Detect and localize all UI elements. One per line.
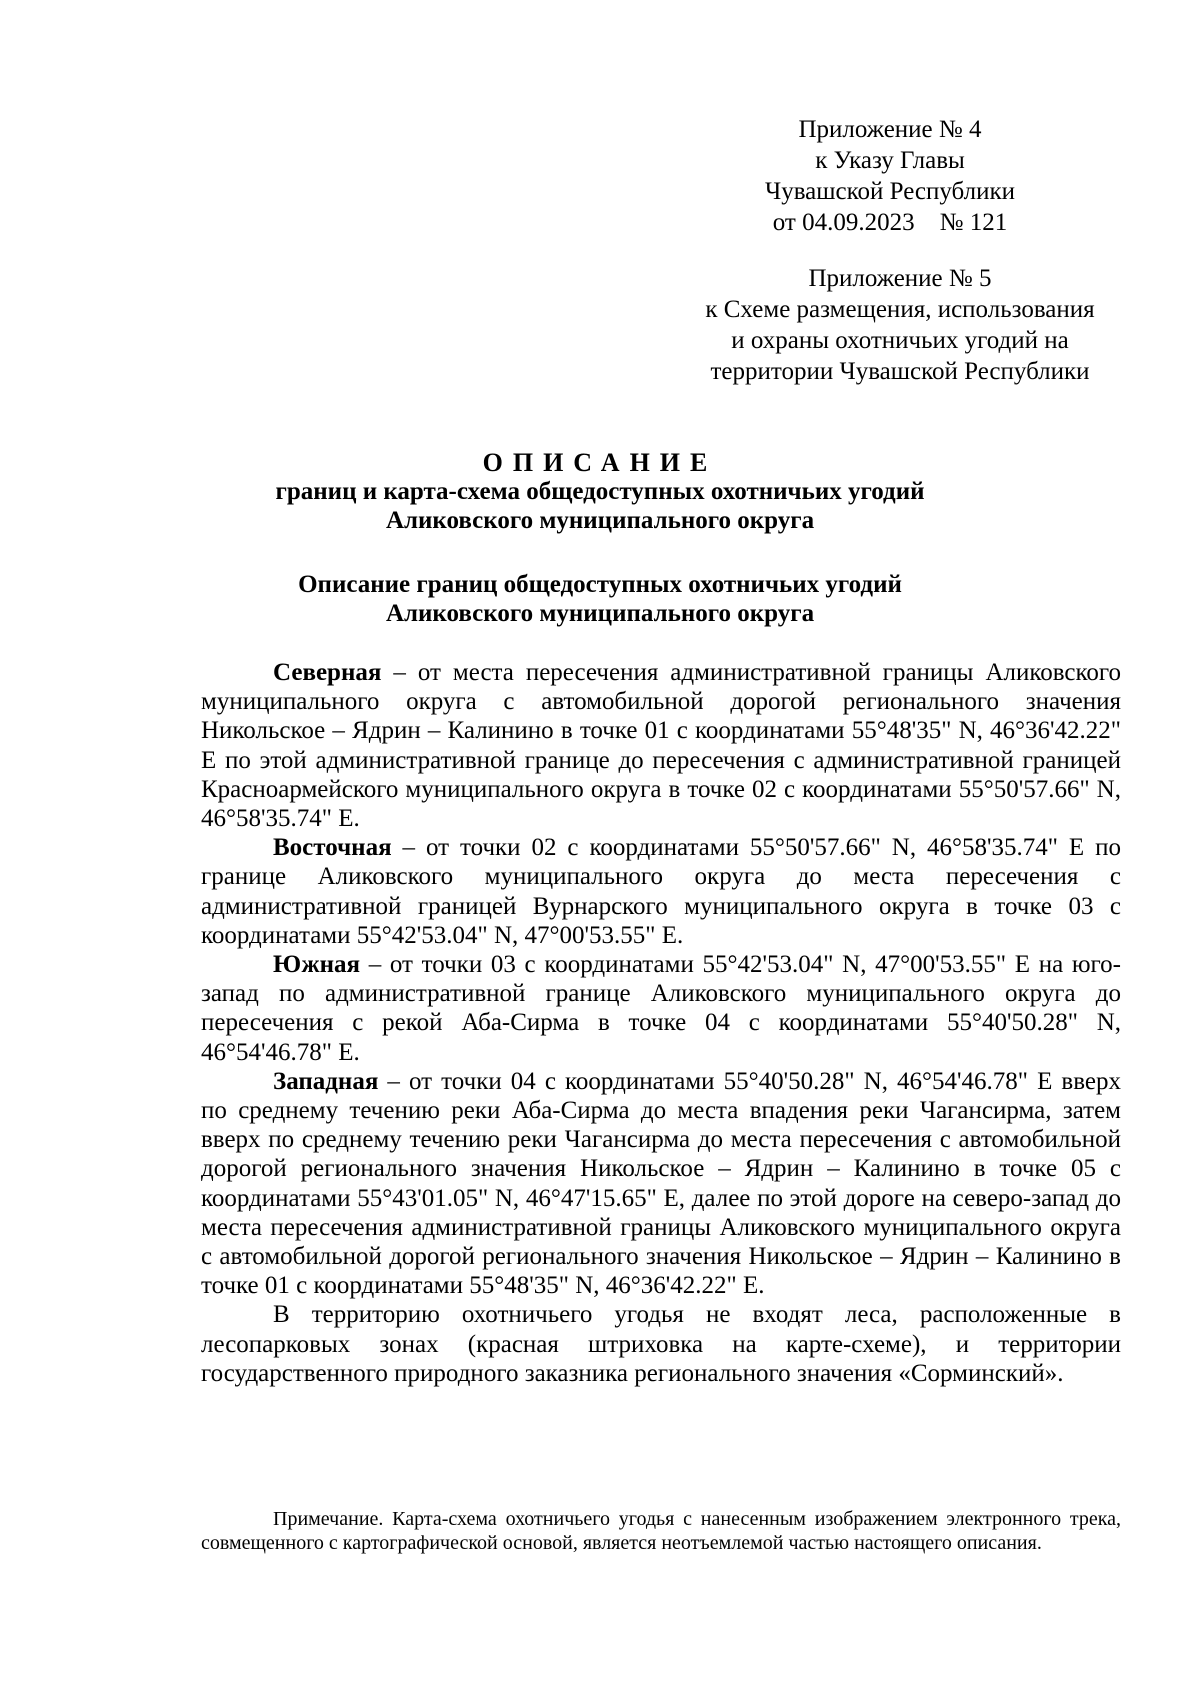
south-boundary-paragraph xyxy=(201,950,1121,1067)
document-subtitle-line-1: границ и карта-схема общедоступных охотничьих угодий xyxy=(275,478,925,505)
appendix-4-header xyxy=(740,114,1040,238)
appendix-5-header xyxy=(680,263,1120,387)
exclusion-paragraph: В территорию охотничьего угодья не входят леса, расположенные в лесопарковых зонах (красная штриховка на карте-схеме), и территории государственного природного заказника регионального значения «Сорминский». xyxy=(201,1301,1121,1387)
north-boundary-label: Северная xyxy=(273,659,382,686)
appendix-4-line-3: Чувашской Республики xyxy=(764,178,1016,205)
appendix-5-line-2: к Схеме размещения, использования xyxy=(705,296,1095,323)
section-heading xyxy=(150,570,1050,628)
section-heading-line-1: Описание границ общедоступных охотничьих угодий xyxy=(298,571,902,598)
west-boundary-text: – от точки 04 с координатами 55°40'50.28" N, 46°54'46.78" E вверх по среднему течению реки Аба-Сирма до места впадения реки Чагансирма, затем вверх по среднему течению реки Чагансирма до места пересечения с автомобильной дорогой регионального значения Никольское – Ядрин – Калинино в точке 05 с координатами 55°43'01.05" N, 46°47'15.65" E, далее по этой дороге на северо-запад до места пересечения административной границы Аликовского муниципального округа с автомобильной дорогой регионального значения Никольское – Ядрин – Калинино в точке 01 с координатами 55°48'35" N, 46°36'42.22" E. xyxy=(201,1067,1121,1300)
appendix-4-line-1: Приложение № 4 xyxy=(798,116,982,143)
north-boundary-text: – от места пересечения административной границы Аликовского муниципального округа с автомобильной дорогой регионального значения Никольское – Ядрин – Калинино в точке 01 с координатами 55°48'35" N, 46°36'42.22" E по этой административной границе до пересечения с административной границей Красноармейского муниципального округа в точке 02 с координатами 55°50'57.66" N, 46°58'35.74" E. xyxy=(201,659,1121,833)
appendix-5-line-3: и охраны охотничьих угодий на xyxy=(731,327,1069,354)
east-boundary-text: – от точки 02 с координатами 55°50'57.66" N, 46°58'35.74" E по границе Аликовского муниципального округа до места пересечения с административной границей Вурнарского муниципального округа в точке 03 с координатами 55°42'53.04" N, 47°00'53.55" E. xyxy=(201,834,1121,949)
boundary-description xyxy=(201,658,1121,1388)
section-heading-line-2: Аликовского муниципального округа xyxy=(385,600,815,627)
footnote: Примечание. Карта-схема охотничьего угодья с нанесенным изображением электронного трека, совмещенного с картографической основой, является неотъемлемой частью настоящего описания. xyxy=(201,1508,1121,1554)
south-boundary-text: – от точки 03 с координатами 55°42'53.04" N, 47°00'53.55" E на юго-запад по административной границе Аликовского муниципального округа до пересечения с рекой Аба-Сирма в точке 04 с координатами 55°40'50.28" N, 46°54'46.78" E. xyxy=(201,951,1121,1066)
document-title: ОПИСАНИЕ xyxy=(482,448,718,477)
west-boundary-label: Западная xyxy=(273,1067,379,1095)
south-boundary-label: Южная xyxy=(273,951,361,979)
west-boundary-paragraph xyxy=(201,1067,1121,1301)
appendix-4-line-2: к Указу Главы xyxy=(815,147,965,174)
north-boundary-paragraph xyxy=(201,658,1121,833)
document-subtitle-line-2: Аликовского муниципального округа xyxy=(385,507,815,534)
east-boundary-paragraph xyxy=(201,833,1121,950)
document-title-block xyxy=(150,448,1050,535)
east-boundary-label: Восточная xyxy=(273,834,392,862)
appendix-4-line-4: от 04.09.2023 № 121 xyxy=(772,209,1008,236)
appendix-5-line-4: территории Чувашской Республики xyxy=(710,358,1090,385)
appendix-5-line-1: Приложение № 5 xyxy=(808,265,992,292)
